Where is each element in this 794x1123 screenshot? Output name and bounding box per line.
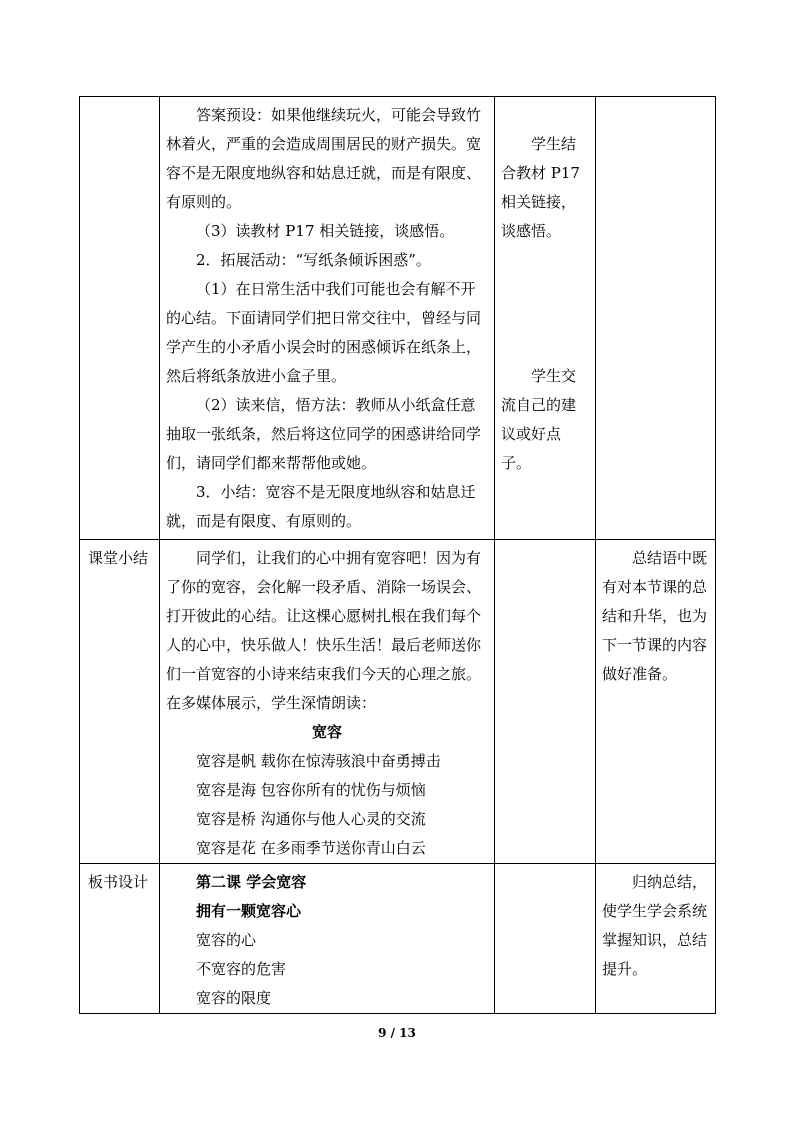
- board-design-row: [80, 864, 716, 1014]
- class-summary-label-cell: [80, 540, 160, 864]
- class-summary-intent-cell: [596, 540, 716, 864]
- class-summary-row: [80, 540, 716, 864]
- board-design-student-cell: [495, 864, 596, 1014]
- activity-student-cell: [495, 97, 596, 540]
- board-design-label-cell: [80, 864, 160, 1014]
- poem-line: 宽容是花 在多雨季节送你青山白云: [196, 839, 426, 857]
- step-extension-activity: 2．拓展活动：“写纸条倾诉困惑”。: [196, 251, 431, 269]
- board-design-intent-cell: [596, 864, 716, 1014]
- activity-label-cell: [80, 97, 160, 540]
- step-read-letter: （2）读来信，悟方法：教师从小纸盒任意抽取一张纸条，然后将这位同学的困惑讲给同学们，请同学们都来帮帮他或她。: [166, 396, 482, 472]
- page-number: 9 / 13: [378, 1026, 416, 1040]
- summary-text: 3．小结：宽容不是无限度地纵容和姑息迁就，而是有限度、有原则的。: [166, 483, 476, 530]
- poem-line: 宽容是海 包容你所有的忧伤与烦恼: [196, 781, 426, 799]
- board-subtitle: 拥有一颗宽容心: [196, 902, 302, 920]
- board-item: 宽容的心: [196, 931, 257, 949]
- student-activity-1: 学生结合教材 P17 相关链接，谈感悟。: [501, 135, 580, 240]
- board-design-content-cell: [160, 864, 495, 1014]
- activity-content-cell: [160, 97, 495, 540]
- poem-title: 宽容: [311, 723, 342, 741]
- class-summary-label: 课堂小结: [88, 549, 149, 567]
- activity-intent-cell: [596, 97, 716, 540]
- class-summary-content-cell: [160, 540, 495, 864]
- activity-row: [80, 97, 716, 540]
- step-write-note: （1）在日常生活中我们可能也会有解不开的心结。下面请同学们把日常交往中，曾经与同学产生的小矛盾小误会时的困惑倾诉在纸条上，然后将纸条放进小盒子里。: [166, 280, 482, 385]
- board-title: 第二课 学会宽容: [196, 873, 307, 891]
- board-item: 宽容的限度: [196, 989, 272, 1007]
- board-design-intent: 归纳总结，使学生学会系统掌握知识，总结提升。: [602, 873, 708, 978]
- board-item: 不宽容的危害: [196, 960, 287, 978]
- lesson-plan-table: [79, 96, 716, 1014]
- poem-line: 宽容是帆 载你在惊涛骇浪中奋勇搏击: [196, 752, 441, 770]
- student-activity-2: 学生交流自己的建议或好点子。: [501, 367, 577, 472]
- answer-preset-text: 答案预设：如果他继续玩火，可能会导致竹林着火，严重的会造成周围居民的财产损失。宽容不是无限度地纵容和姑息迁就，而是有限度、有原则的。: [166, 106, 482, 211]
- class-summary-student-cell: [495, 540, 596, 864]
- class-summary-intent: 总结语中既有对本节课的总结和升华，也为下一节课的内容做好准备。: [602, 549, 708, 683]
- poem-line: 宽容是桥 沟通你与他人心灵的交流: [196, 810, 426, 828]
- class-summary-text: 同学们，让我们的心中拥有宽容吧！因为有了你的宽容，会化解一段矛盾、消除一场误会、打开彼此的心结。让这棵心愿树扎根在我们每个人的心中，快乐做人！快乐生活！最后老师送你们一首宽容的小诗来结束我们今天的心理之旅。在多媒体展示，学生深情朗读：: [166, 549, 482, 712]
- board-design-label: 板书设计: [88, 873, 149, 891]
- step-read-textbook: （3）读教材 P17 相关链接，谈感悟。: [196, 222, 455, 240]
